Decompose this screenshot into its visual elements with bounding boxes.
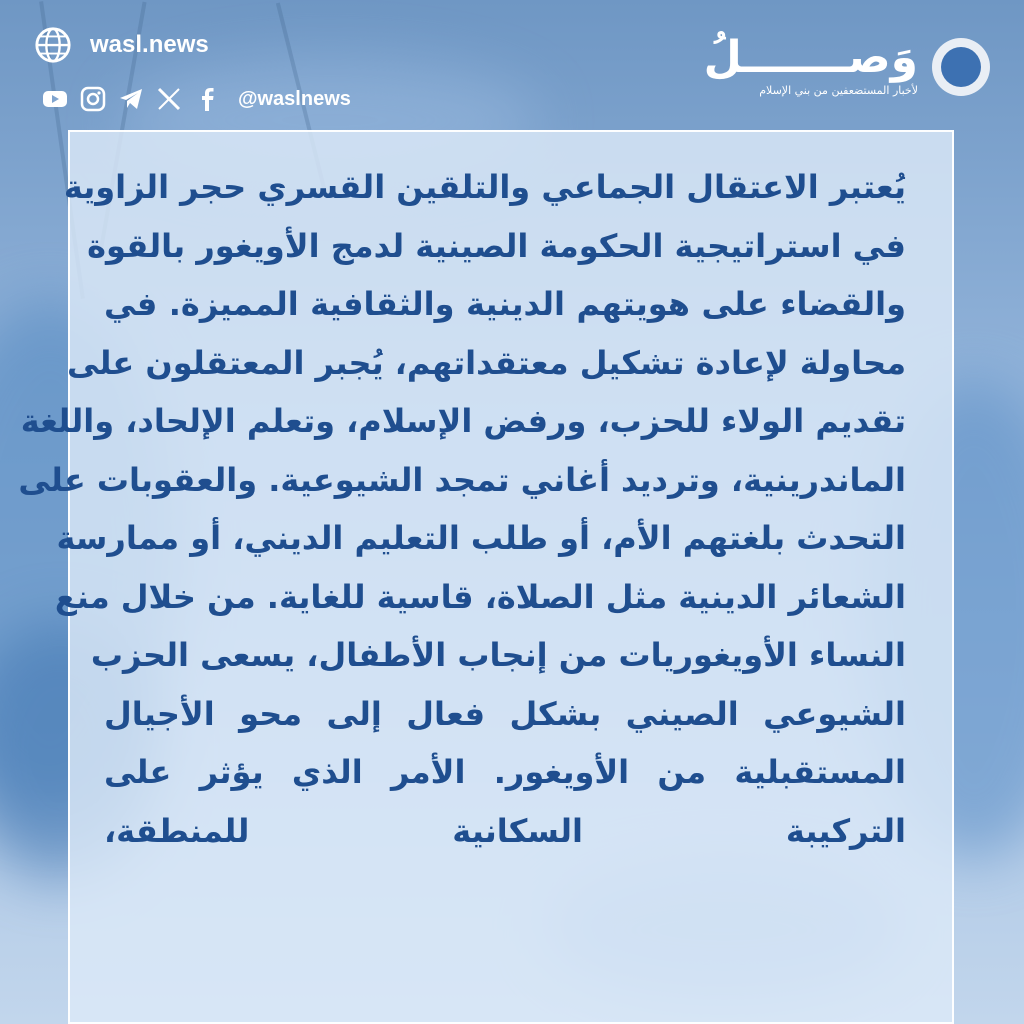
- article-line: المستقبلية من الأويغور. الأمر الذي يؤثر على: [104, 753, 906, 791]
- logo-mark-icon: [932, 38, 990, 96]
- site-url[interactable]: wasl.news: [90, 31, 209, 58]
- youtube-icon[interactable]: [42, 86, 68, 112]
- facebook-icon[interactable]: [194, 86, 220, 112]
- article-line: النساء الأويغوريات من إنجاب الأطفال، يسعى الحزب: [90, 636, 906, 674]
- globe-icon: [34, 26, 72, 64]
- social-row: [42, 86, 351, 112]
- article-line: والقضاء على هويتهم الدينية والثقافية المميزة. في: [104, 285, 906, 323]
- x-icon[interactable]: [156, 86, 182, 112]
- article-line: في استراتيجية الحكومة الصينية لدمج الأويغور بالقوة: [87, 226, 906, 265]
- social-handle[interactable]: @waslnews: [238, 87, 351, 110]
- article-line: التركيبة السكانية للمنطقة،: [104, 811, 906, 850]
- article-line: التحدث بلغتهم الأم، أو طلب التعليم الديني، أو ممارسة: [56, 519, 906, 557]
- instagram-icon[interactable]: [80, 86, 106, 112]
- logo-name: وَصـــــــلُ: [703, 32, 918, 83]
- site-row: [34, 26, 209, 64]
- logo-tagline: لأخبار المستضعفين من بني الإسلام: [759, 84, 918, 97]
- article-line: الشيوعي الصيني بشكل فعال إلى محو الأجيال: [104, 694, 906, 733]
- article-line: الشعائر الدينية مثل الصلاة، قاسية للغاية. من خلال منع: [54, 577, 906, 616]
- article-line: تقديم الولاء للحزب، ورفض الإسلام، وتعلم الإلحاد، واللغة: [20, 402, 906, 440]
- telegram-icon[interactable]: [118, 86, 144, 112]
- article-line: الماندرينية، وترديد أغاني تمجد الشيوعية. والعقوبات على: [18, 460, 906, 499]
- article-body: [18, 158, 906, 860]
- brand-logo: [703, 32, 990, 97]
- text-card: [18, 130, 954, 1024]
- article-line: محاولة لإعادة تشكيل معتقداتهم، يُجبر المعتقلون على: [66, 343, 906, 382]
- article-line: يُعتبر الاعتقال الجماعي والتلقين القسري حجر الزاوية: [63, 168, 906, 206]
